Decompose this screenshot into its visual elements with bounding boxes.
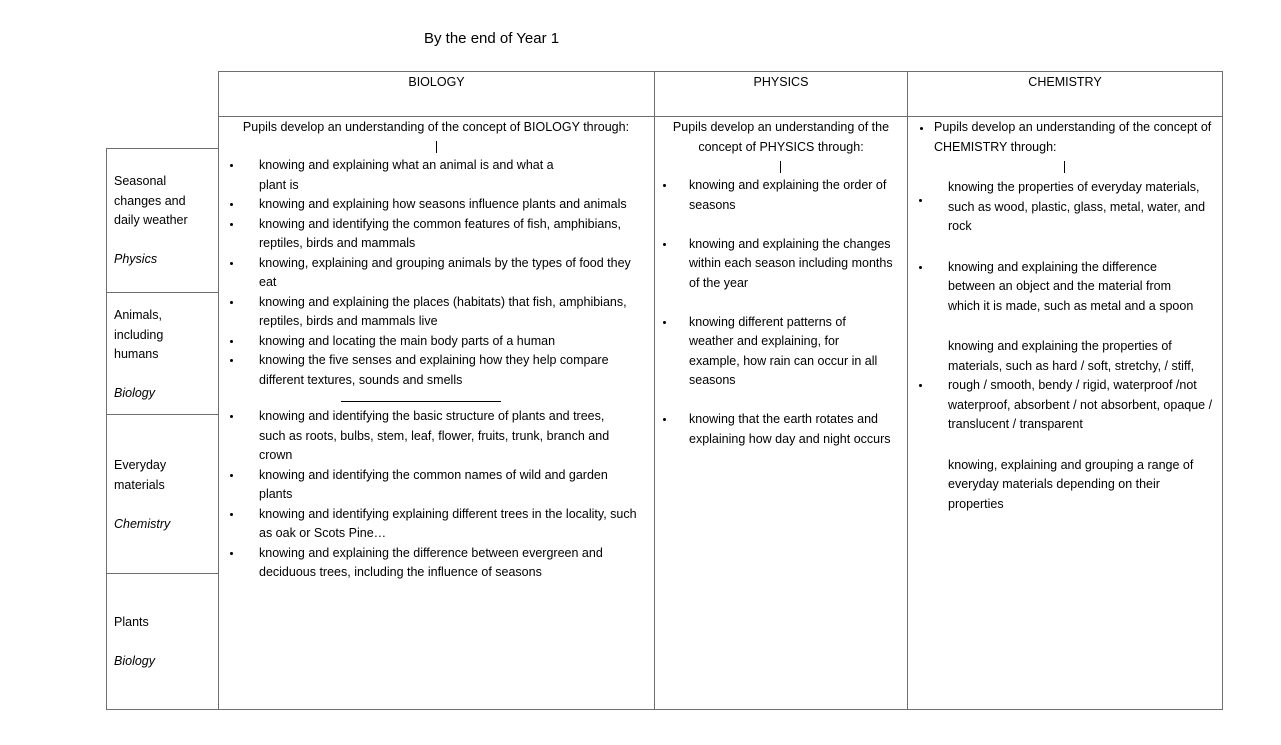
text-cursor-mark xyxy=(780,161,781,173)
biology-intro: Pupils develop an understanding of the concept of BIOLOGY through: xyxy=(242,120,630,134)
sidebar-topic-materials xyxy=(114,456,170,534)
biology-list-animals xyxy=(259,156,651,390)
topic-line: humans xyxy=(114,347,159,361)
list-item: knowing the properties of everyday materials, such as wood, plastic, glass, metal, water, and rock xyxy=(948,178,1220,237)
list-item: knowing the five senses and explaining how they help compare different textures, sounds and smells xyxy=(259,351,634,390)
topic-line: materials xyxy=(114,477,165,492)
column-heading-biology: BIOLOGY xyxy=(408,75,465,89)
column-heading-physics: PHYSICS xyxy=(753,75,809,89)
topic-line: Animals, xyxy=(114,308,162,322)
list-item: knowing, explaining and grouping animals by the types of food they eat xyxy=(259,254,639,293)
topic-line: Plants xyxy=(114,615,149,629)
list-item: knowing and explaining the properties of materials, such as hard / soft, stretchy, / stiff, rough / smooth, bendy / rigid, waterproof /not waterproof, absorbent / not absorbent, opaque / translucent / transparent xyxy=(948,337,1216,435)
topic-line: Everyday xyxy=(114,458,167,472)
sidebar-topic-animals xyxy=(114,306,163,404)
list-item: knowing and explaining what an animal is and what a plant is xyxy=(259,156,574,195)
sidebar-topic-plants xyxy=(114,613,155,672)
sidebar-topic-seasonal xyxy=(114,172,188,270)
list-item: knowing and explaining the places (habitats) that fish, amphibians, reptiles, birds and mammals live xyxy=(259,293,651,332)
topic-subject: Biology xyxy=(114,386,155,400)
list-item: knowing and identifying the basic structure of plants and trees, such as roots, bulbs, stem, leaf, flower, fruits, trunk, branch and crown xyxy=(259,407,634,466)
topic-line: Seasonal xyxy=(114,174,167,188)
text-cursor-mark xyxy=(1064,161,1065,173)
list-item: knowing and identifying the common names of wild and garden plants xyxy=(259,466,634,505)
list-item: knowing and explaining the order of seasons xyxy=(689,176,903,215)
page-title: By the end of Year 1 xyxy=(424,30,560,47)
topic-line: including xyxy=(114,327,164,342)
topic-line: changes and xyxy=(114,193,186,208)
chemistry-intro: Pupils develop an understanding of the concept of CHEMISTRY through: xyxy=(934,120,1212,154)
list-item: knowing different patterns of weather and explaining, for example, how rain can occur in all seasons xyxy=(689,313,889,391)
bullet-mark xyxy=(920,127,923,130)
physics-list xyxy=(689,176,903,449)
physics-intro: Pupils develop an understanding of the concept of PHYSICS through: xyxy=(672,120,890,154)
biology-list-plants xyxy=(259,407,647,583)
topic-line: daily weather xyxy=(114,213,188,227)
list-item: knowing and explaining the difference between an object and the material from which it is made, such as metal and a spoon xyxy=(948,258,1198,317)
list-item: knowing and identifying the common features of fish, amphibians, reptiles, birds and mammals xyxy=(259,215,651,254)
chemistry-list xyxy=(948,178,1220,514)
column-heading-chemistry: CHEMISTRY xyxy=(1028,75,1102,89)
list-item: knowing and identifying explaining different trees in the locality, such as oak or Scots Pine… xyxy=(259,505,639,544)
list-item: knowing and explaining how seasons influence plants and animals xyxy=(259,195,651,215)
section-divider xyxy=(341,401,501,402)
text-cursor-mark xyxy=(436,141,437,153)
topic-subject: Physics xyxy=(114,252,158,266)
list-item: knowing that the earth rotates and explaining how day and night occurs xyxy=(689,410,903,449)
list-item: knowing and explaining the difference between evergreen and deciduous trees, including the influence of seasons xyxy=(259,544,629,583)
topic-subject: Biology xyxy=(114,654,155,668)
list-item: knowing and explaining the changes within each season including months of the year xyxy=(689,235,903,294)
list-item: knowing and locating the main body parts of a human xyxy=(259,332,651,352)
list-item: knowing, explaining and grouping a range of everyday materials depending on their properties xyxy=(948,457,1194,511)
topic-subject: Chemistry xyxy=(114,516,171,531)
